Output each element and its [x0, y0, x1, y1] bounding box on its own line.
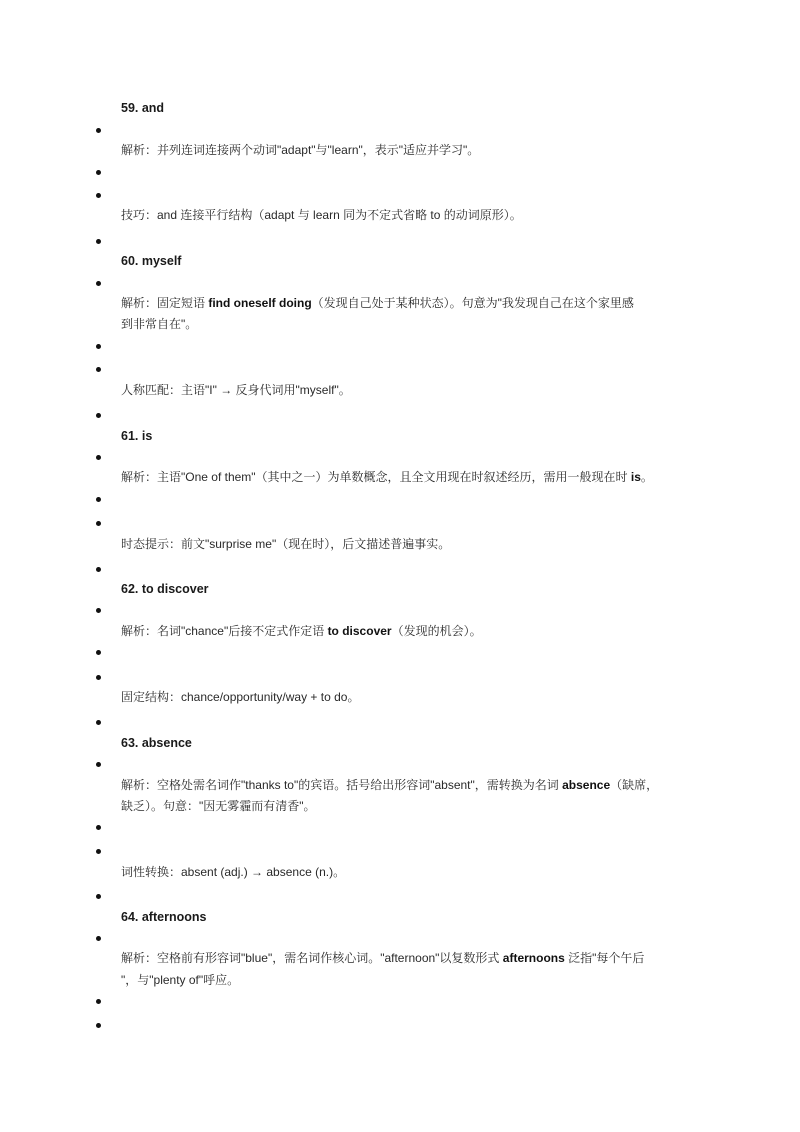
bullet-point — [96, 894, 101, 899]
tip-61: 时态提示：前文"surprise me"（现在时），后文描述普遍事实。 — [121, 537, 451, 551]
bullet-point — [96, 567, 101, 572]
bullet-point — [96, 999, 101, 1004]
analysis-63-continued: 缺乏）。句意："因无雾霾而有清香"。 — [121, 799, 316, 813]
bullet-point — [96, 367, 101, 372]
bullet-point — [96, 239, 101, 244]
bullet-point — [96, 455, 101, 460]
bullet-point — [96, 762, 101, 767]
bullet-point — [96, 128, 101, 133]
tip-60: 人称匹配：主语"I" → 反身代词用"myself"。 — [121, 383, 351, 397]
bullet-point — [96, 720, 101, 725]
bullet-point — [96, 608, 101, 613]
analysis-62: 解析：名词"chance"后接不定式作定语 to discover（发现的机会）。 — [121, 624, 482, 638]
bullet-point — [96, 281, 101, 286]
answer-heading-64: 64. afternoons — [121, 910, 207, 924]
tip-62: 固定结构：chance/opportunity/way + to do。 — [121, 690, 360, 704]
answer-heading-60: 60. myself — [121, 254, 182, 268]
bullet-point — [96, 825, 101, 830]
answer-heading-63: 63. absence — [121, 736, 192, 750]
bullet-point — [96, 193, 101, 198]
analysis-60: 解析：固定短语 find oneself doing（发现自己处于某种状态）。句意为"我发现自己在这个家里感 — [121, 296, 634, 310]
answer-heading-62: 62. to discover — [121, 582, 209, 596]
bullet-point — [96, 849, 101, 854]
analysis-64: 解析：空格前有形容词"blue"，需名词作核心词。"afternoon"以复数形式 afternoons 泛指"每个午后 — [121, 951, 645, 965]
analysis-60-continued: 到非常自在"。 — [121, 317, 198, 331]
tip-63: 词性转换：absent (adj.) → absence (n.)。 — [121, 865, 346, 879]
bullet-point — [96, 170, 101, 175]
bullet-point — [96, 521, 101, 526]
analysis-63: 解析：空格处需名词作"thanks to"的宾语。括号给出形容词"absent"，需转换为名词 absence（缺席， — [121, 778, 659, 792]
bullet-point — [96, 413, 101, 418]
analysis-64-continued: "，与"plenty of"呼应。 — [121, 973, 240, 987]
bullet-point — [96, 936, 101, 941]
analysis-59: 解析：并列连词连接两个动词"adapt"与"learn"，表示"适应并学习"。 — [121, 143, 480, 157]
answer-heading-61: 61. is — [121, 429, 153, 443]
tip-59: 技巧：and 连接平行结构（adapt 与 learn 同为不定式省略 to 的动词原形）。 — [121, 208, 522, 222]
bullet-point — [96, 344, 101, 349]
bullet-point — [96, 497, 101, 502]
answer-heading-59: 59. and — [121, 101, 165, 115]
bullet-point — [96, 675, 101, 680]
analysis-61: 解析：主语"One of them"（其中之一）为单数概念，且全文用现在时叙述经历，需用一般现在时 is。 — [121, 470, 653, 484]
bullet-point — [96, 650, 101, 655]
bullet-point — [96, 1023, 101, 1028]
